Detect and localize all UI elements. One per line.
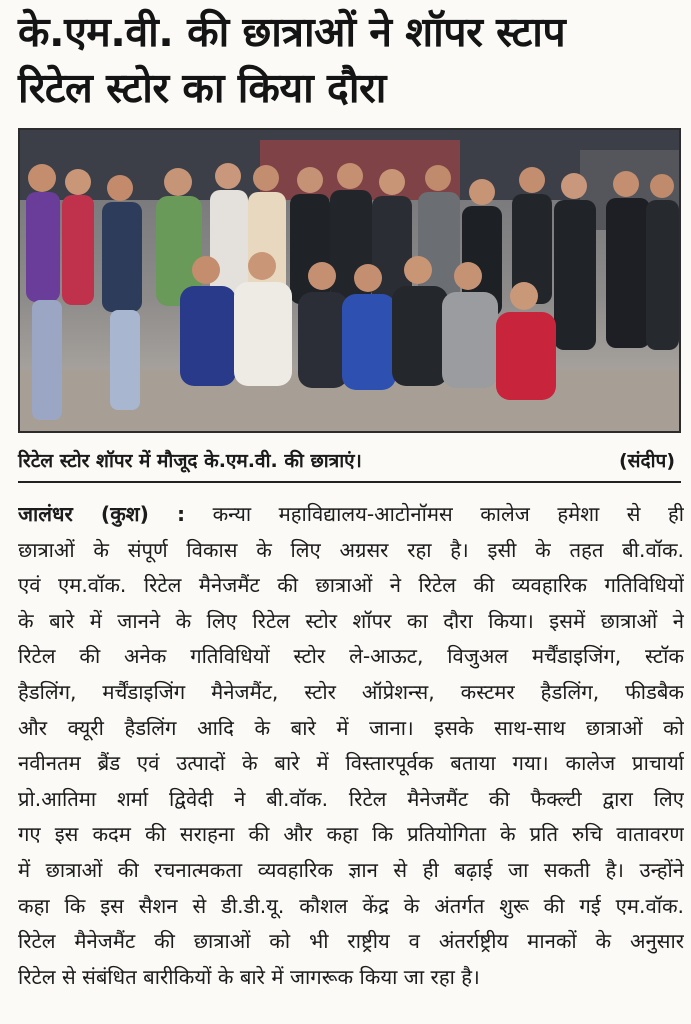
article-line: प्रो.आतिमा शर्मा द्विवेदी ने बी.वॉक. रिटेल मैनेजमैंट की फैक्ल्टी द्वारा लिए [18, 786, 684, 811]
group-photo-students-icon [20, 130, 679, 431]
article-line: रिटेल की अनेक गतिविधियों स्टोर ले-आऊट, विजुअल मर्चैंडाइजिंग, स्टॉक [18, 644, 684, 669]
article-line: नवीनतम ब्रैंड एवं उत्पादों के बारे में विस्तारपूर्वक बताया गया। कालेज प्राचार्या [18, 751, 684, 776]
group-photo [18, 128, 681, 433]
headline-line-1: के.एम.वी. की छात्राओं ने शॉपर स्टाप [18, 8, 566, 56]
article-line: में छात्राओं की रचनात्मकता व्यवहारिक ज्ञान से ही बढ़ाई जा सकती है। उन्होंने [18, 857, 684, 882]
article-line: हैडलिंग, मर्चैंडाइजिंग मैनेजमैंट, स्टोर ऑप्रेशन्स, कस्टमर हैडलिंग, फीडबैक [18, 679, 684, 704]
photo-caption-row [18, 443, 681, 483]
photo-caption: रिटेल स्टोर शॉपर में मौजूद के.एम.वी. की छात्राएं। [18, 450, 362, 472]
headline [18, 4, 678, 116]
photo-credit: (संदीप) [618, 450, 675, 472]
article-line: रिटेल से संबंधित बारीकियों के बारे में जागरूक किया जा रहा है। [18, 964, 480, 989]
article-line: कहा कि इस सैशन से डी.डी.यू. कौशल केंद्र के अंतर्गत शुरू की गई एम.वॉक. [18, 893, 684, 918]
article-line: रिटेल मैनेजमैंट की छात्राओं को भी राष्ट्रीय व अंतर्राष्ट्रीय मानकों के अनुसार [18, 929, 684, 954]
article-line: और क्यूरी हैडलिंग आदि के बारे में जाना। इसके साथ-साथ छात्राओं को [18, 715, 684, 740]
article-line [18, 497, 684, 533]
article-line: एवं एम.वॉक. रिटेल मैनेजमैंट की छात्राओं ने रिटेल की व्यवहारिक गतिविधियों [18, 573, 684, 598]
headline-line-2: रिटेल स्टोर का किया दौरा [18, 64, 386, 112]
article-line: छात्राओं के संपूर्ण विकास के लिए अग्रसर रहा है। इसी के तहत बी.वॉक. [18, 537, 684, 562]
article-line: के बारे में जानने के लिए रिटेल स्टोर शॉपर का दौरा किया। इसमें छात्राओं ने [18, 608, 684, 633]
dateline: जालंधर (कुश) : [18, 502, 186, 526]
article-body [18, 497, 684, 995]
article-line: गए इस कदम की सराहना की और कहा कि प्रतियोगिता के प्रति रुचि वातावरण [18, 822, 684, 847]
article-line-text: कन्या महाविद्यालय-आटोनॉमस कालेज हमेशा से ही [212, 502, 684, 526]
